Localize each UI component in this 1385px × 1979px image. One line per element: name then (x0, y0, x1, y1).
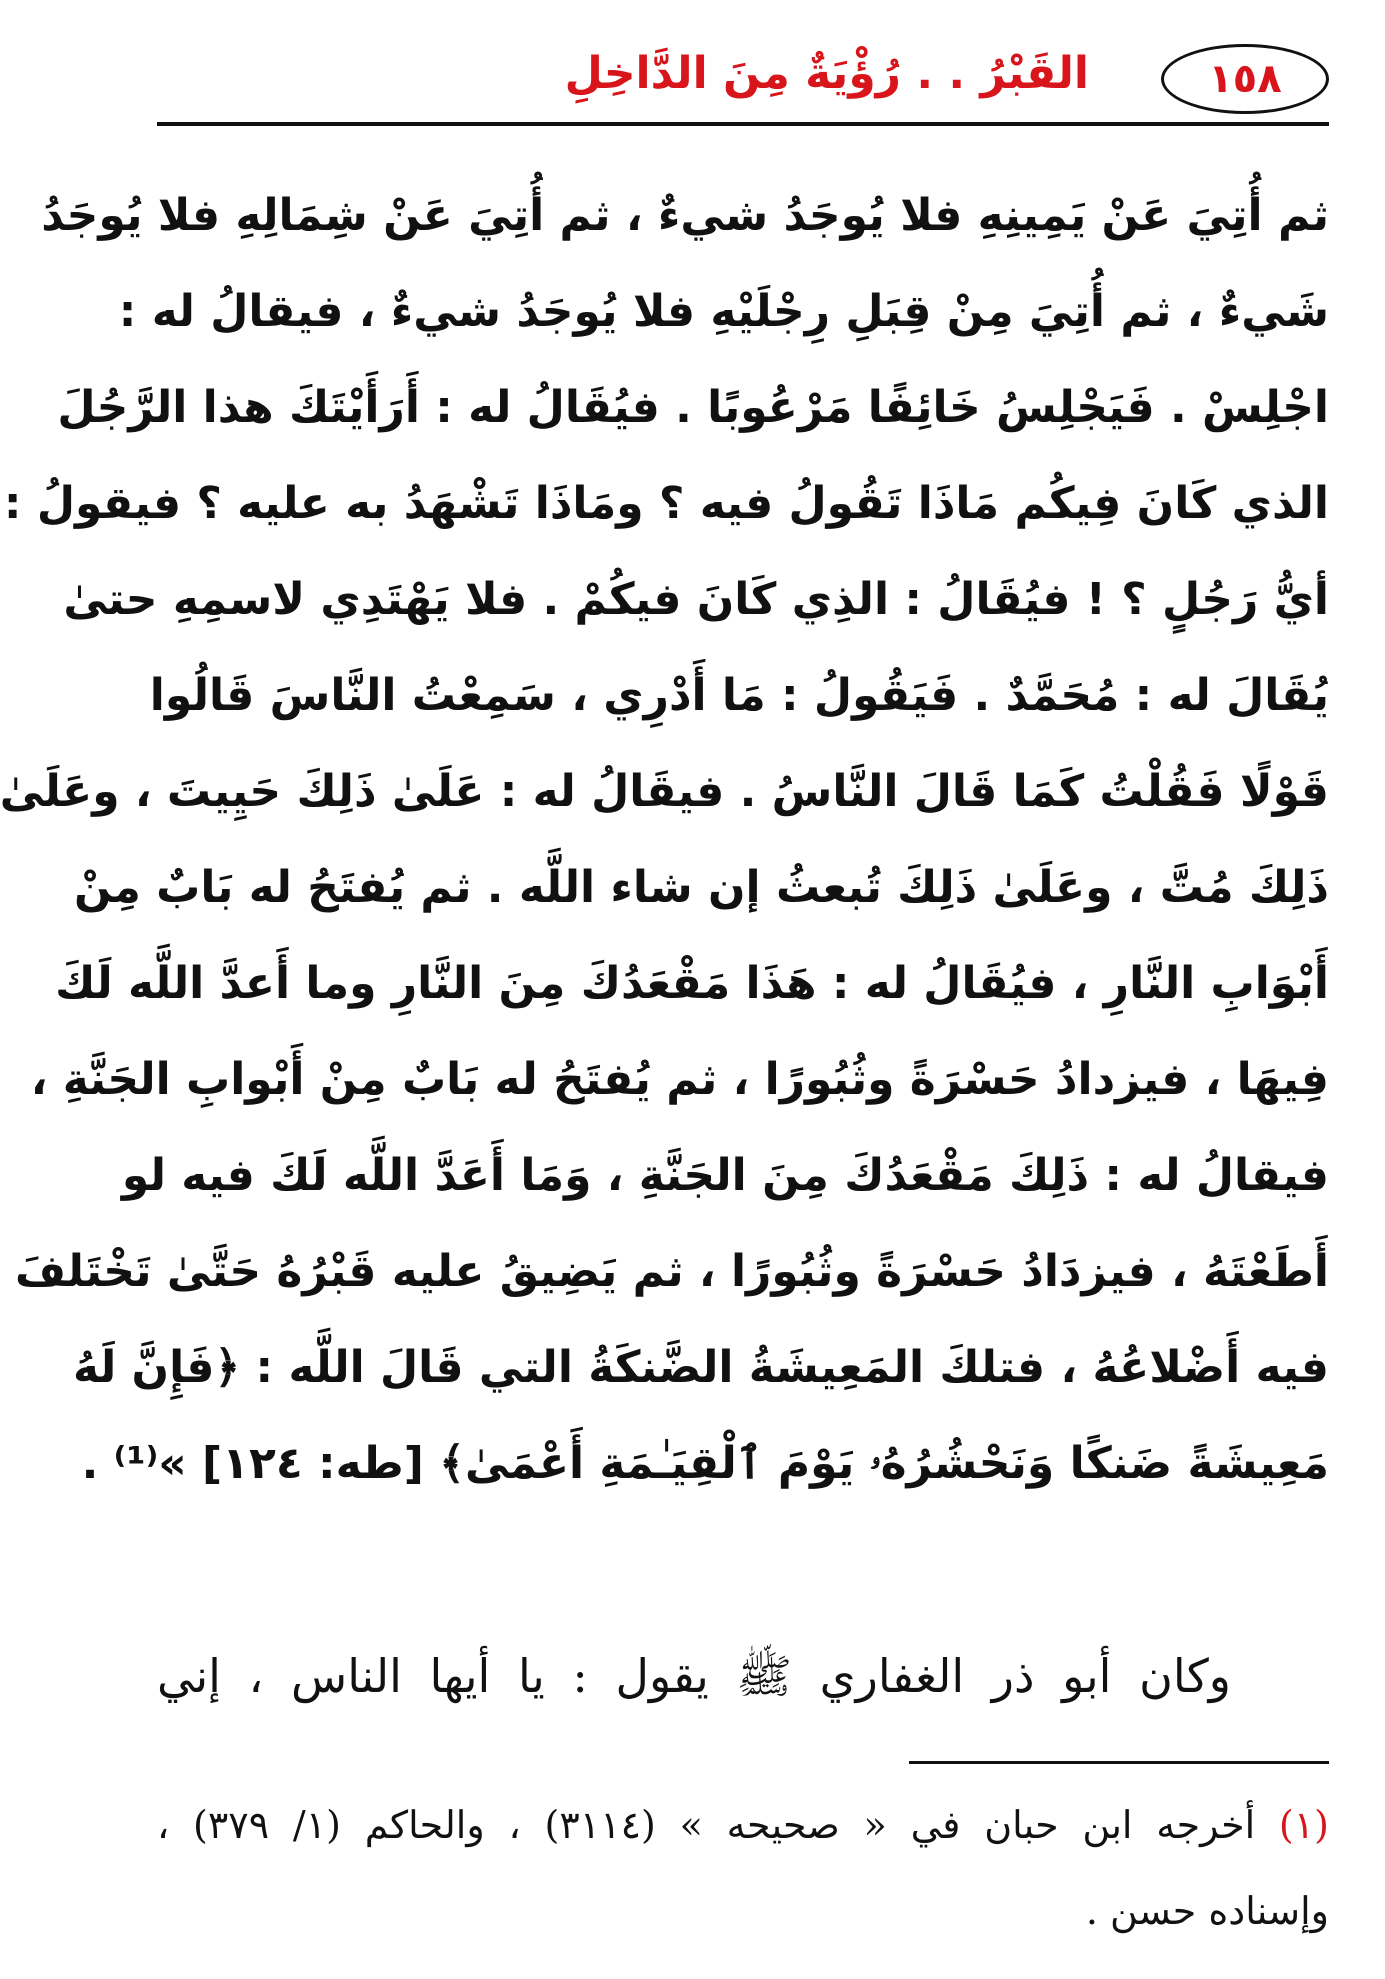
text-line: الذي كَانَ فِيكُم مَاذَا تَقُولُ فيه ؟ ومَاذَا تَشْهَدُ به عليه ؟ فيقولُ : (3, 478, 1329, 529)
main-paragraph (0, 168, 1329, 1512)
footnote-text: أخرجه ابن حبان في « صحيحه » (٣١١٤) ، والحاكم (١/ ٣٧٩) ، (157, 1803, 1256, 1847)
text-line: ذَلِكَ مُتَّ ، وعَلَىٰ ذَلِكَ تُبعثُ إن شاء اللَّه . ثم يُفتَحُ له بَابٌ مِنْ (74, 862, 1329, 913)
text-line-quran-verse: مَعِيشَةً ضَنكًا وَنَحْشُرُهُۥ يَوْمَ ٱلْقِيَـٰمَةِ أَعْمَىٰ﴾ [طه: ١٢٤] »⁽¹⁾ . (81, 1438, 1329, 1489)
text-line: شَيءٌ ، ثم أُتِيَ مِنْ قِبَلِ رِجْلَيْهِ فلا يُوجَدُ شيءٌ ، فيقالُ له : (118, 286, 1329, 337)
text-line: فِيهَا ، فيزدادُ حَسْرَةً وثُبُورًا ، ثم يُفتَحُ له بَابٌ مِنْ أَبْوابِ الجَنَّةِ ، (30, 1054, 1329, 1105)
page-number-badge: ١٥٨ (1161, 44, 1329, 114)
text-line: وكان أبو ذر الغفاري ﷺ يقول : يا أيها الناس ، إني (157, 1649, 1231, 1703)
second-paragraph (157, 1628, 1329, 1724)
running-title: القَبْرُ . . رُؤْيَةٌ مِنَ الدَّاخِلِ (564, 48, 1089, 99)
text-line: أيُّ رَجُلٍ ؟ ! فيُقَالُ : الذِي كَانَ فيكُمْ . فلا يَهْتَدِي لاسمِهِ حتىٰ (63, 574, 1329, 625)
text-line: اجْلِسْ . فَيَجْلِسُ خَائِفًا مَرْعُوبًا . فيُقَالُ له : أَرَأَيْتَكَ هذا الرَّجُلَ (57, 382, 1329, 433)
page-header (157, 30, 1329, 126)
footnote-line (157, 1782, 1329, 1868)
text-line: يُقَالَ له : مُحَمَّدٌ . فَيَقُولُ : مَا أَدْرِي ، سَمِعْتُ النَّاسَ قَالُوا (149, 670, 1329, 721)
footnotes (157, 1782, 1329, 1954)
text-line: فيقالُ له : ذَلِكَ مَقْعَدُكَ مِنَ الجَنَّةِ ، وَمَا أَعَدَّ اللَّه لَكَ فيه لو (121, 1150, 1329, 1201)
text-line: أَبْوَابِ النَّارِ ، فيُقَالُ له : هَذَا مَقْعَدُكَ مِنَ النَّارِ وما أَعدَّ اللَّه لَكَ (55, 958, 1329, 1009)
footnote-divider (909, 1761, 1329, 1764)
text-line: قَوْلًا فَقُلْتُ كَمَا قَالَ النَّاسُ . فيقَالُ له : عَلَىٰ ذَلِكَ حَيِيتَ ، وعَلَىٰ (0, 766, 1329, 817)
footnote-line: وإسناده حسن . (1085, 1889, 1329, 1933)
text-line: فيه أَضْلاعُهُ ، فتلكَ المَعِيشَةُ الضَّنكَةُ التي قَالَ اللَّه : ﴿فَإِنَّ لَهُ (73, 1342, 1329, 1393)
text-line: ثم أُتِيَ عَنْ يَمِينِهِ فلا يُوجَدُ شيءٌ ، ثم أُتِيَ عَنْ شِمَالِهِ فلا يُوجَدُ (41, 190, 1329, 241)
footnote-marker: (١) (1278, 1803, 1329, 1847)
text-line: أَطَعْتَهُ ، فيزدَادُ حَسْرَةً وثُبُورًا ، ثم يَضِيقُ عليه قَبْرُهُ حَتَّىٰ تَخْتَلفَ (14, 1246, 1329, 1297)
header-divider (157, 122, 1329, 126)
